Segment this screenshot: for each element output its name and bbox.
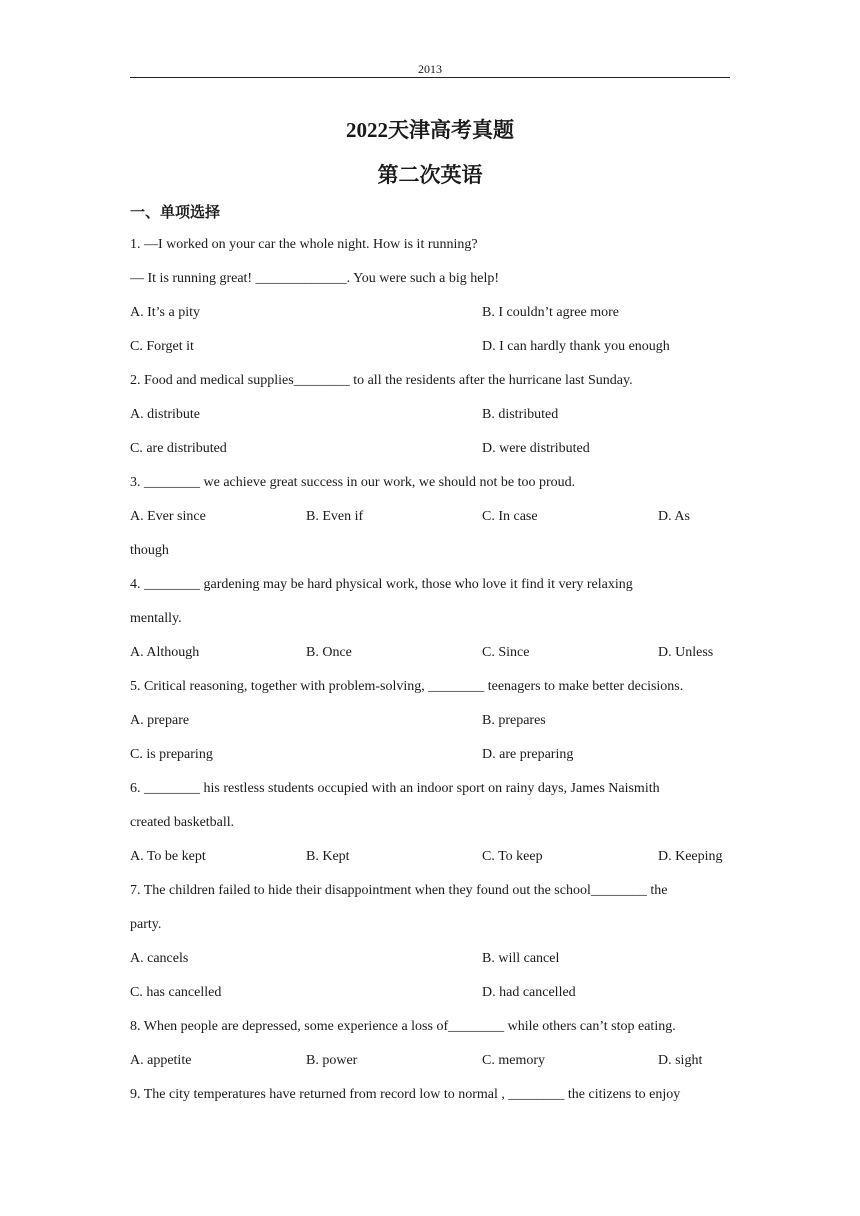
options-row [130,500,730,534]
answer-option: A. cancels [130,951,189,966]
page-title: 2022天津高考真题 [346,118,514,142]
answer-option: A. To be kept [130,849,206,864]
answer-option: A. prepare [130,713,190,728]
answer-option: A. It’s a pity [130,305,200,320]
answer-option: A. appetite [130,1053,192,1068]
question-text: party. [130,917,162,932]
answer-option: D. Keeping [658,849,723,864]
answer-option: D. are preparing [482,747,574,762]
options-row [130,398,730,432]
answer-option: D. sight [658,1053,703,1068]
question-text: 2. Food and medical supplies________ to all the residents after the hurricane last Sunday. [130,373,633,388]
question-text: 5. Critical reasoning, together with problem-solving, ________ teenagers to make better decisions. [130,679,684,694]
question-text: created basketball. [130,815,235,830]
text-line [130,262,730,296]
answer-option: C. has cancelled [130,985,222,1000]
text-line [130,534,730,568]
answer-option: B. prepares [482,713,546,728]
text-line [130,874,730,908]
question-text: though [130,543,169,558]
options-row [130,432,730,466]
answer-option: D. I can hardly thank you enough [482,339,670,354]
text-line [130,364,730,398]
text-line [130,772,730,806]
answer-option: B. will cancel [482,951,560,966]
options-row [130,330,730,364]
answer-option: B. Kept [306,849,350,864]
answer-option: C. are distributed [130,441,227,456]
answer-option: D. were distributed [482,441,590,456]
question-text: — It is running great! _____________. You were such a big help! [130,271,500,286]
answer-option: D. As [658,509,690,524]
text-line [130,908,730,942]
answer-option: C. Forget it [130,339,194,354]
answer-option: C. To keep [482,849,543,864]
question-text: 6. ________ his restless students occupied with an indoor sport on rainy days, James Naismith [130,781,660,796]
options-row [130,976,730,1010]
options-row [130,636,730,670]
text-line [130,602,730,636]
text-line [130,806,730,840]
question-list [130,228,730,1112]
text-line [130,228,730,262]
options-row [130,296,730,330]
answer-option: D. Unless [658,645,714,660]
text-line [130,466,730,500]
answer-option: C. is preparing [130,747,213,762]
answer-option: A. Although [130,645,200,660]
section-heading: 一、单项选择 [130,205,221,221]
answer-option: D. had cancelled [482,985,576,1000]
answer-option: C. Since [482,645,530,660]
answer-option: C. memory [482,1053,545,1068]
text-line [130,1010,730,1044]
answer-option: B. distributed [482,407,559,422]
question-text: 7. The children failed to hide their disappointment when they found out the school________ the [130,883,668,898]
options-row [130,738,730,772]
answer-option: B. Once [306,645,352,660]
options-row [130,1044,730,1078]
question-text: 4. ________ gardening may be hard physical work, those who love it find it very relaxing [130,577,633,592]
page-subtitle: 第二次英语 [377,163,483,187]
options-row [130,704,730,738]
options-row [130,942,730,976]
answer-option: A. Ever since [130,509,206,524]
question-text: 3. ________ we achieve great success in our work, we should not be too proud. [130,475,576,490]
question-text: 9. The city temperatures have returned from record low to normal , ________ the citizens to enjoy [130,1087,681,1102]
answer-option: A. distribute [130,407,200,422]
question-text: 8. When people are depressed, some experience a loss of________ while others can’t stop eating. [130,1019,676,1034]
text-line [130,670,730,704]
answer-option: B. power [306,1053,358,1068]
text-line [130,1078,730,1112]
text-line [130,568,730,602]
page-header-number: 2013 [418,62,442,76]
options-row [130,840,730,874]
answer-option: C. In case [482,509,538,524]
question-text: 1. —I worked on your car the whole night. How is it running? [130,237,478,252]
answer-option: B. Even if [306,509,364,524]
header-rule [130,77,730,78]
answer-option: B. I couldn’t agree more [482,305,619,320]
question-text: mentally. [130,611,182,626]
